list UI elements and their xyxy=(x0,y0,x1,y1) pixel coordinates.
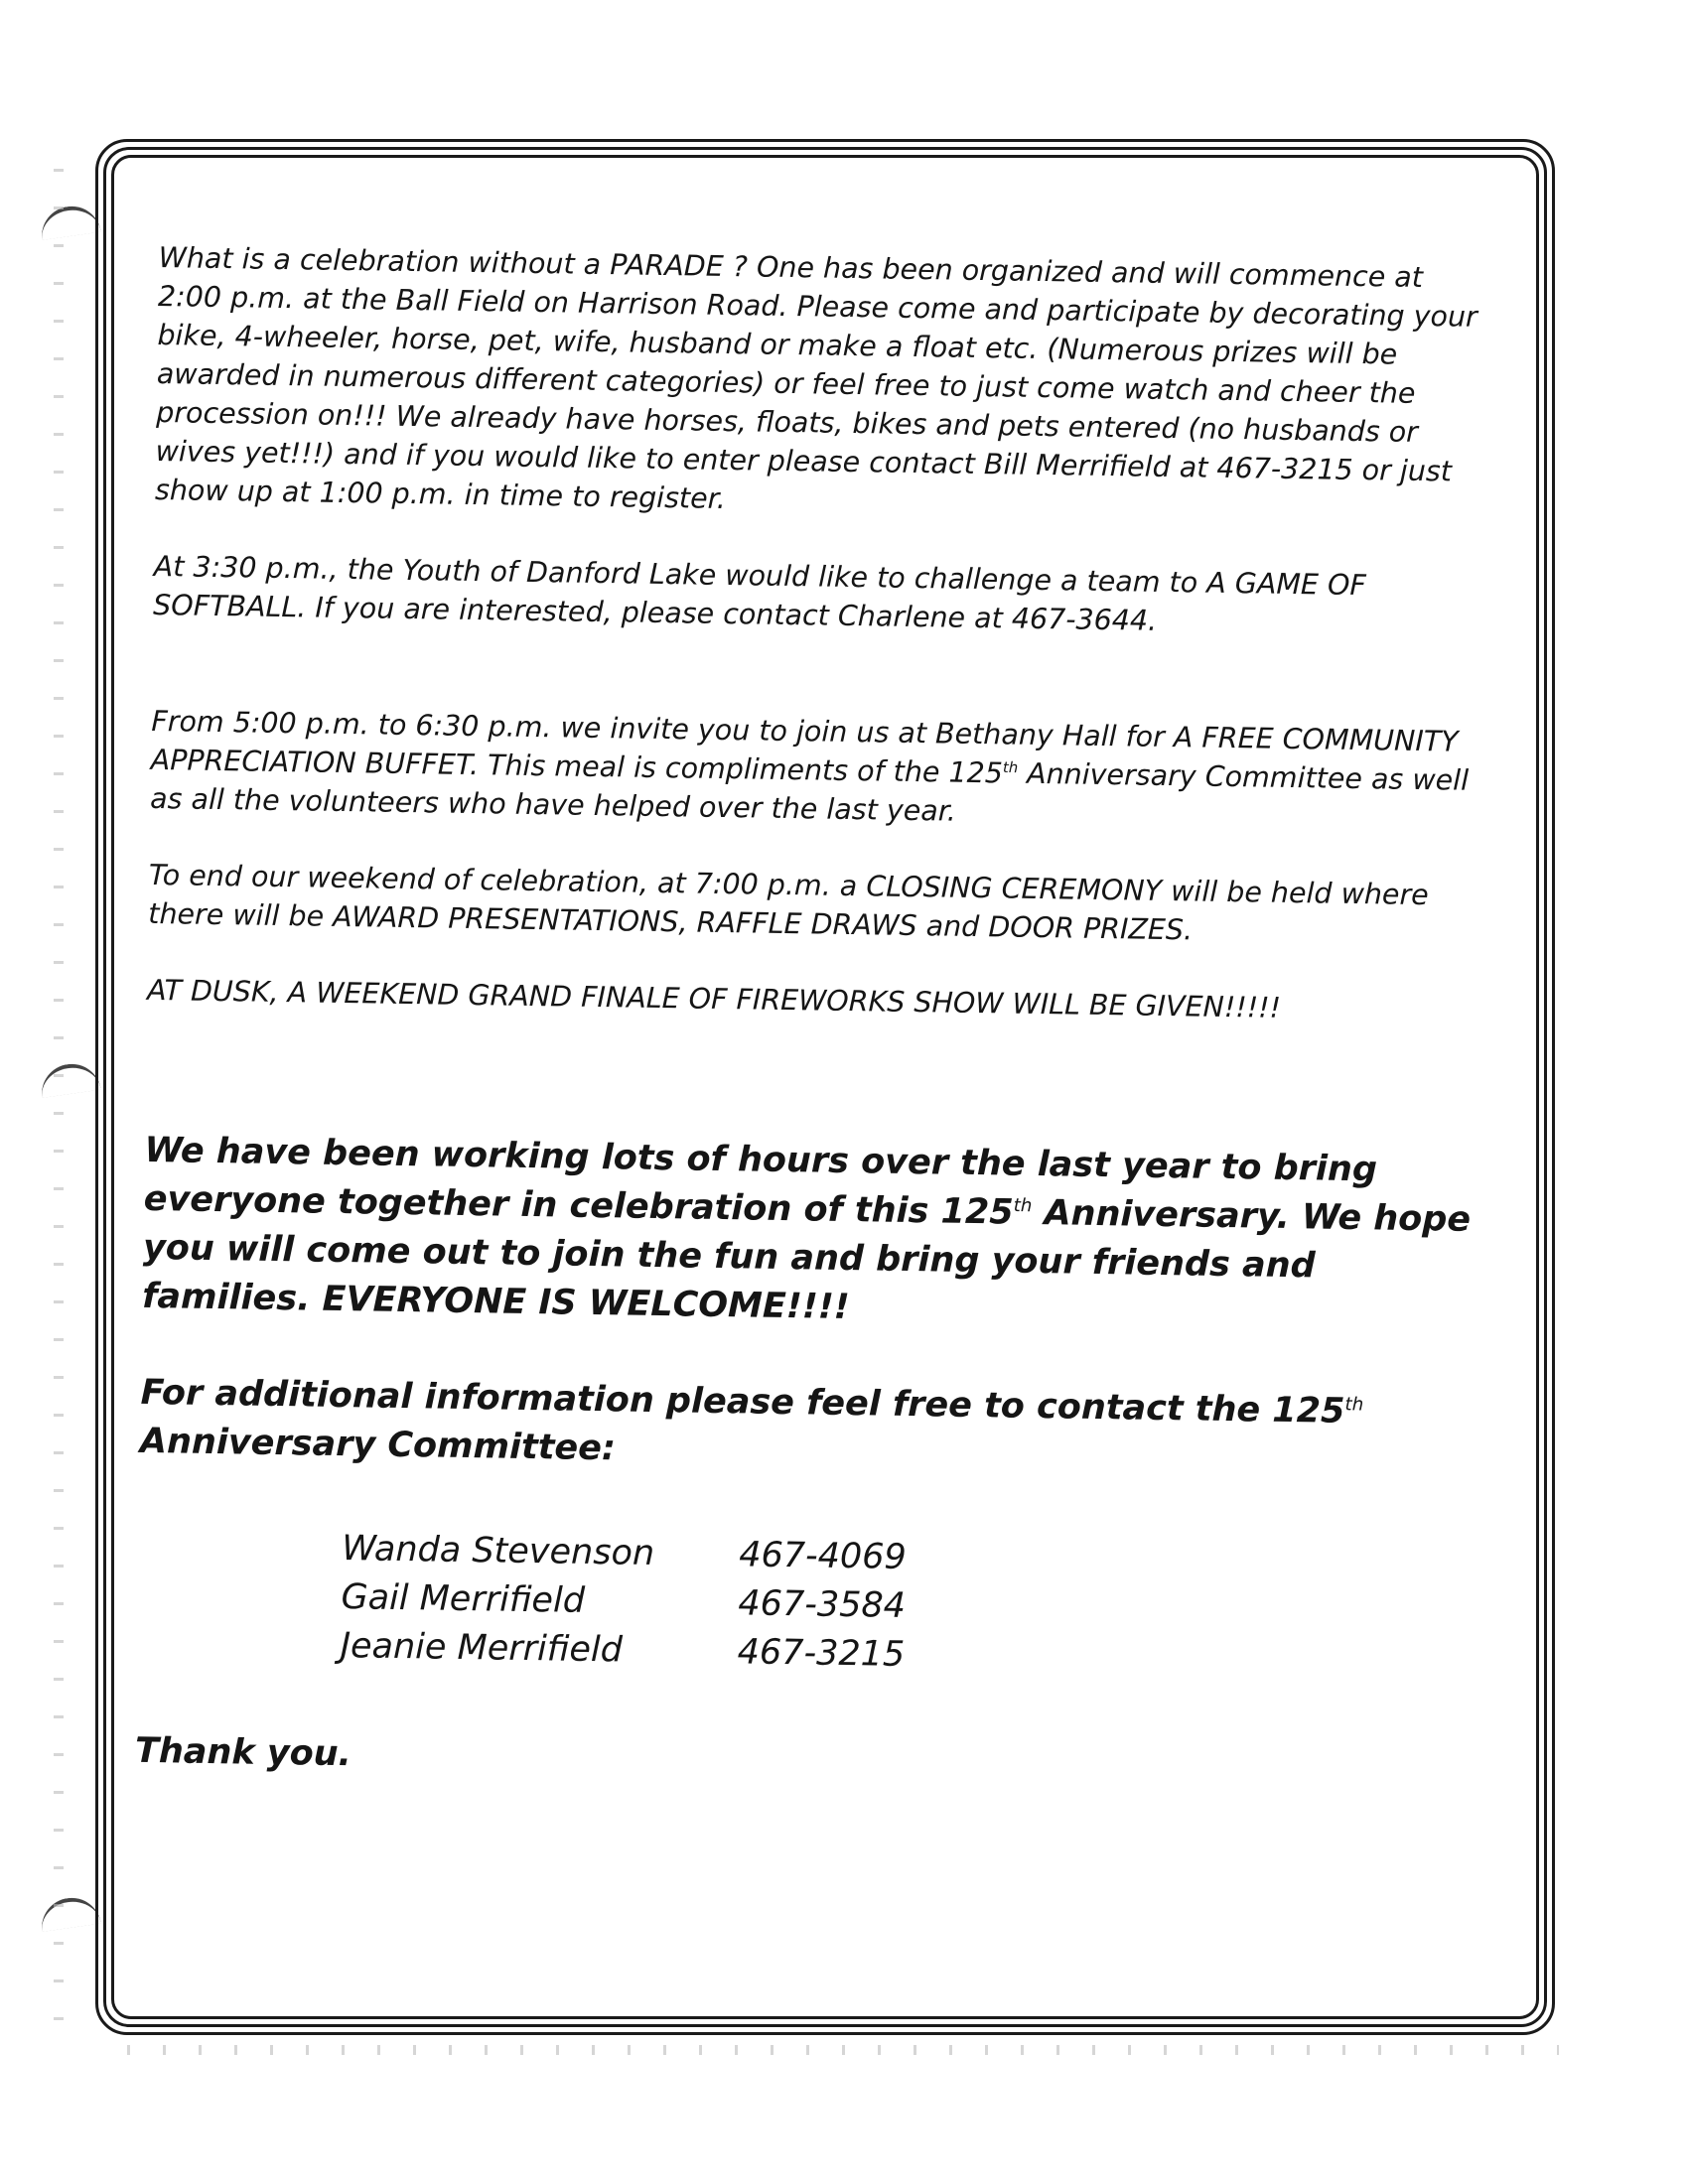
perforated-edge-bottom xyxy=(109,2045,1559,2055)
info-text-start: For additional information please feel free to contact the 125 xyxy=(140,1372,1345,1432)
buffet-paragraph xyxy=(150,702,1482,839)
buffet-ordinal-suffix: th xyxy=(1002,758,1019,777)
contact-phone: 467-4069 xyxy=(738,1535,908,1577)
welcome-text-start: We have been working lots of hours over the last year to bring everyone together in celebration of this 125 xyxy=(143,1130,1378,1233)
softball-paragraph: At 3:30 p.m., the Youth of Danford Lake would like to challenge a team to A GAME OF SOFTBALL. If you are interested, please contact Charlene at 467-3644. xyxy=(152,549,1367,637)
info-text-end: Anniversary Committee: xyxy=(139,1421,617,1469)
contact-name: Wanda Stevenson xyxy=(341,1529,655,1574)
perforated-edge-left xyxy=(54,149,64,2035)
parade-paragraph: What is a celebration without a PARADE ? One has been organized and will commence at 2:00 p.m. at the Ball Field on Harrison Road. Please come and participate by decorating your bike, 4-wheeler, horse, pet, wife, husband or make a float etc. (Numerous prizes will be awarded in numerous different categories) or feel free to just come watch and cheer the procession on!!! We already have horses, floats, bikes and pets entered (no husbands or wives yet!!!) and if you would like to enter please contact Bill Merrifield at 467-3215 or just show up at 1:00 p.m. in time to register. xyxy=(154,240,1478,515)
info-ordinal-suffix: th xyxy=(1344,1394,1364,1416)
contact-name: Gail Merrifield xyxy=(341,1577,586,1621)
buffet-text-end: Anniversary Committee as well as all the volunteers who have helped over the last year. xyxy=(149,756,1470,828)
punch-hole-bottom xyxy=(38,1894,101,1932)
flyer-content xyxy=(135,238,1489,1797)
welcome-paragraph xyxy=(142,1127,1476,1342)
thank-you-line: Thank you. xyxy=(134,1730,352,1775)
additional-info-paragraph xyxy=(140,1369,1472,1487)
contact-name: Jeanie Merrifield xyxy=(340,1626,624,1671)
contact-phone: 467-3215 xyxy=(737,1632,906,1675)
closing-ceremony-paragraph: To end our weekend of celebration, at 7:00 p.m. a CLOSING CEREMONY will be held where there will be AWARD PRESENTATIONS, RAFFLE DRAWS and DOOR PRIZES. xyxy=(148,858,1430,947)
punch-hole-top xyxy=(38,203,101,240)
buffet-text-start: From 5:00 p.m. to 6:30 p.m. we invite you to join us at Bethany Hall for A FREE COMMUNITY APPRECIATION BUFFET. This meal is compliments of the 125 xyxy=(150,704,1459,790)
welcome-ordinal-suffix: th xyxy=(1013,1194,1033,1217)
contact-phone: 467-3584 xyxy=(738,1583,907,1626)
committee-contact-list xyxy=(340,1525,1469,1689)
welcome-text-end: Anniversary. We hope you will come out to join the fun and bring your friends and families. EVERYONE IS WELCOME!!!! xyxy=(141,1192,1472,1328)
punch-hole-middle xyxy=(38,1060,101,1098)
fireworks-paragraph: AT DUSK, A WEEKEND GRAND FINALE OF FIREWORKS SHOW WILL BE GIVEN!!!!! xyxy=(146,973,1282,1024)
